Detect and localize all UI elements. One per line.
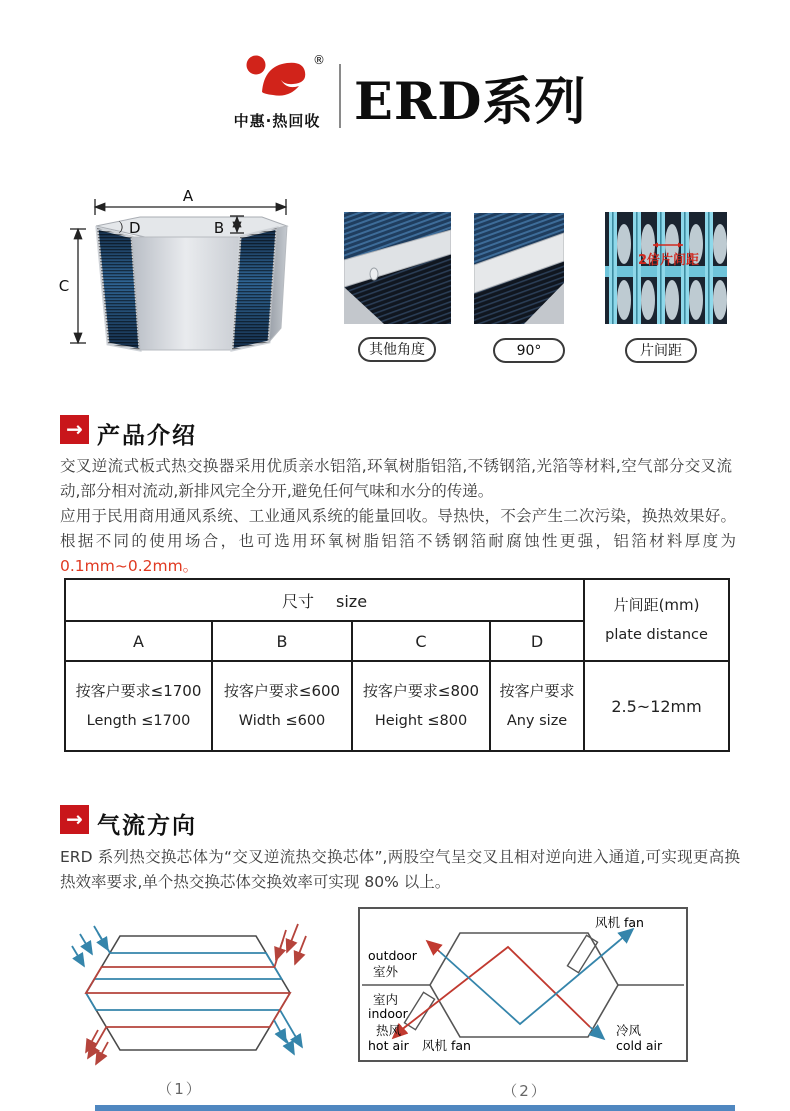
- header-divider: [339, 64, 341, 128]
- pill-plate-distance[interactable]: 片间距: [625, 338, 697, 363]
- intro-paragraph-1: 交叉逆流式板式热交换器采用优质亲水铝箔,环氧树脂铝箔,不锈钢箔,光箔等材料,空气部分交叉流动,部分相对流动,新排风完全分开,避免任何气味和水分的传递。: [60, 457, 732, 500]
- table-cell-d: [490, 661, 584, 751]
- airflow-scheme-diagram: [360, 909, 686, 1060]
- dimension-c-label: C: [58, 277, 70, 295]
- dimension-c-line: [70, 229, 86, 343]
- pill-other-angle[interactable]: 其他角度: [358, 337, 436, 362]
- dimension-d-label: D: [129, 219, 141, 237]
- blue-inlet-arrows: [72, 933, 108, 966]
- cell-b-cn: 按客户要求≤600: [223, 682, 341, 700]
- table-header-size-cn: 尺寸: [282, 591, 315, 611]
- table-header-plate-en: plate distance: [605, 627, 708, 643]
- label-cold-en: cold air: [616, 1038, 663, 1053]
- table-col-c: C: [352, 621, 490, 661]
- brand-name: 中惠·热回收: [233, 112, 321, 130]
- spec-table: [64, 578, 730, 752]
- table-cell-c: [352, 661, 490, 751]
- intro-paragraph-2: [60, 504, 736, 579]
- dimension-b-label: B: [213, 219, 225, 237]
- fan-exit-arrow: [620, 929, 633, 940]
- cell-a-en: Length ≤1700: [86, 713, 191, 729]
- footer-strip: [95, 1105, 735, 1111]
- page-title: ERD系列: [354, 72, 587, 132]
- dimension-a-label: A: [182, 187, 194, 205]
- section-title-intro: 产品介绍: [97, 422, 197, 449]
- table-cell-b: [212, 661, 352, 751]
- label-indoor-cn: 室内: [373, 992, 399, 1007]
- label-indoor-en: indoor: [368, 1006, 408, 1021]
- figure-1-label: （1）: [157, 1080, 203, 1098]
- red-inlet-arrows: [276, 924, 306, 964]
- section-title-airflow: 气流方向: [97, 812, 197, 839]
- cell-c-cn: 按客户要求≤800: [362, 682, 480, 700]
- label-outdoor-en: outdoor: [368, 948, 417, 963]
- table-col-a: A: [65, 621, 212, 661]
- label-outdoor-cn: 室外: [373, 964, 399, 979]
- label-cold-cn: 冷风: [616, 1023, 642, 1038]
- label-fan-bottom: 风机 fan: [422, 1038, 471, 1053]
- cell-d-cn: 按客户要求: [499, 682, 575, 700]
- label-fan-top: 风机 fan: [595, 915, 644, 930]
- cold-air-arrow: [590, 1027, 604, 1039]
- registered-mark: ®: [313, 53, 325, 67]
- table-col-b: B: [212, 621, 352, 661]
- table-header-size: [65, 579, 584, 621]
- photo-other-angle: [344, 212, 451, 324]
- table-header-plate-cn: 片间距(mm): [613, 596, 700, 614]
- intro-paragraph-2-text: 应用于民用商用通风系统、工业通风系统的能量回收。导热快，不会产生二次污染，换热效果好。根据不同的使用场合，也可选用环氧树脂铝箔不锈钢箔耐腐蚀性更强，铝箔材料厚度为: [60, 507, 736, 550]
- red-flow-path: [86, 930, 290, 1045]
- counterflow-core-diagram: [68, 918, 308, 1068]
- arrow-right-icon: →: [60, 415, 89, 444]
- label-hot-cn: 热风: [376, 1023, 402, 1038]
- red-outlet-arrows: [86, 1030, 108, 1064]
- cell-c-en: Height ≤800: [374, 713, 468, 729]
- outdoor-exit-arrow: [427, 941, 440, 952]
- cell-b-en: Width ≤600: [238, 713, 326, 729]
- pill-90-degree[interactable]: 90°: [493, 338, 565, 363]
- photo-overlay-text: 2倍片间距: [638, 253, 700, 268]
- dimension-diagram: [56, 186, 341, 371]
- table-cell-plate-value: 2.5~12mm: [584, 661, 729, 751]
- table-col-d: D: [490, 621, 584, 661]
- cold-air-path: [440, 940, 620, 1024]
- table-row: [65, 661, 729, 751]
- table-cell-a: [65, 661, 212, 751]
- photo-90-degree: [474, 213, 564, 324]
- unit-front-panel: [132, 237, 240, 350]
- brand-logo-icon: [229, 52, 325, 108]
- cell-d-en: Any size: [506, 713, 568, 729]
- dimension-d-arc: ）: [118, 221, 132, 236]
- airflow-scheme-box: [358, 907, 688, 1062]
- arrow-right-icon: →: [60, 805, 89, 834]
- airflow-paragraph: ERD 系列热交换芯体为“交叉逆流热交换芯体”,两股空气呈交叉且相对逆向进入通道,可实现更高换热效率要求,单个热交换芯体交换效率可实现 80% 以上。: [60, 848, 740, 891]
- photo-plate-distance: [605, 212, 727, 324]
- figure-2-label: （2）: [502, 1082, 548, 1100]
- table-header-size-en: size: [336, 591, 368, 611]
- cell-a-cn: 按客户要求≤1700: [75, 682, 202, 700]
- intro-paragraph-2-highlight: 0.1mm~0.2mm。: [60, 557, 199, 575]
- table-header-plate: [584, 579, 729, 661]
- label-hot-en: hot air: [368, 1038, 409, 1053]
